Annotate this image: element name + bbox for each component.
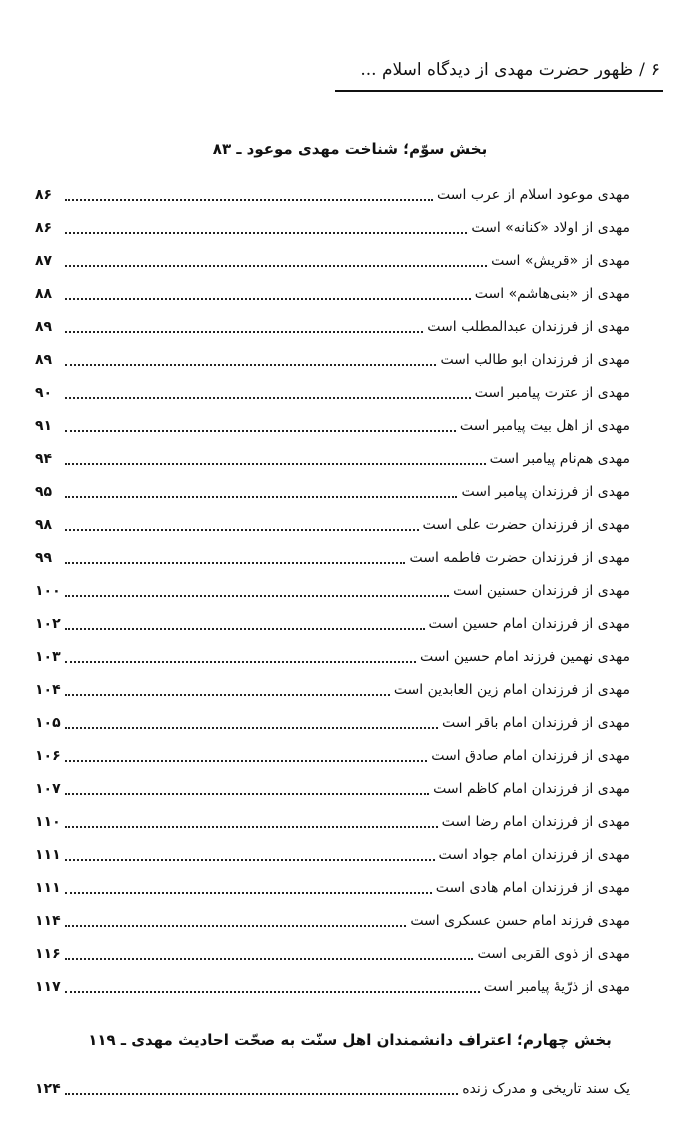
toc-entry-title: مهدی از فرزندان امام زین العابدین است <box>393 682 630 698</box>
toc-entry-title: مهدی موعود اسلام از عرب است <box>437 187 630 203</box>
toc-entry-title: مهدی از فرزندان امام هادی است <box>435 880 630 896</box>
section-heading-4: بخش چهارم؛ اعتراف دانشمندان اهل سنّت به صحّت احادیث مهدی ـ ۱۱۹ <box>88 1031 612 1049</box>
toc-entry-title: مهدی از فرزندان امام رضا است <box>441 814 630 830</box>
toc-entry-title: مهدی از فرزندان عبدالمطلب است <box>427 319 630 335</box>
toc-entry-page: ۸۸ <box>35 286 53 302</box>
toc-entry-title: مهدی نهمین فرزند امام حسین است <box>420 649 630 665</box>
toc-entry-title: مهدی از فرزندان امام حسین است <box>428 616 630 632</box>
toc-entry-page: ۱۰۲ <box>35 616 61 632</box>
toc-entry-page: ۱۱۰ <box>35 814 61 830</box>
toc-entry-title: مهدی از فرزندان امام جواد است <box>438 847 630 863</box>
header-book-title: ظهور حضرت مهدی از دیدگاه اسلام ... <box>360 60 634 80</box>
toc-entry-title: مهدی از «قریش» است <box>491 253 630 269</box>
toc-entry-page: ۱۱۱ <box>35 847 61 863</box>
toc-entry-page: ۹۵ <box>35 484 53 500</box>
toc-entry-page: ۱۰۳ <box>35 649 61 665</box>
header-separator: / <box>639 60 645 80</box>
toc-entry[interactable] <box>35 1077 630 1101</box>
toc-entry-title: مهدی از عترت پیامبر است <box>474 385 630 401</box>
toc-entry-page: ۱۱۱ <box>35 880 61 896</box>
toc-entry-title: مهدی از فرزندان امام صادق است <box>431 748 630 764</box>
section-heading-3: بخش سوّم؛ شناخت مهدی موعود ـ ۸۳ <box>212 140 488 158</box>
toc-entry-title: مهدی هم‌نام پیامبر است <box>489 451 630 467</box>
toc-entry-page: ۸۷ <box>35 253 53 269</box>
toc-entry-page: ۸۶ <box>35 187 53 203</box>
toc-entry-title: مهدی از فرزندان امام کاظم است <box>433 781 630 797</box>
toc-entry-title: مهدی از «بنی‌هاشم» است <box>474 286 630 302</box>
dot-leader <box>65 1093 458 1095</box>
toc-entry-title: مهدی فرزند امام حسن عسکری است <box>410 913 630 929</box>
toc-entry-page: ۹۹ <box>35 550 53 566</box>
header-page-number: ۶ <box>650 60 660 80</box>
toc-entry-page: ۸۹ <box>35 319 53 335</box>
toc-entry-page: ۹۰ <box>35 385 53 401</box>
toc-entry-page: ۱۰۰ <box>35 583 61 599</box>
toc-entry-title: مهدی از اهل بیت پیامبر است <box>459 418 630 434</box>
toc-entry-page: ۱۰۶ <box>35 748 61 764</box>
toc-entry-title: مهدی از فرزندان حضرت فاطمه است <box>409 550 630 566</box>
toc-entry-title: مهدی از فرزندان ابو طالب است <box>440 352 630 368</box>
toc-entry-title: مهدی از فرزندان پیامبر است <box>461 484 630 500</box>
toc-entry-page: ۹۱ <box>35 418 53 434</box>
toc-entry-title: مهدی از ذوی القربی است <box>477 946 630 962</box>
toc-entry-title: مهدی از فرزندان امام باقر است <box>441 715 630 731</box>
toc-entry-title: مهدی از ذرّیهٔ پیامبر است <box>483 979 630 995</box>
toc-entry-page: ۱۰۷ <box>35 781 61 797</box>
toc-entry-page: ۹۴ <box>35 451 53 467</box>
toc-entry-page: ۱۰۴ <box>35 682 61 698</box>
toc-entry-page: ۸۶ <box>35 220 53 236</box>
toc-entry-page: ۱۰۵ <box>35 715 61 731</box>
toc-entry-title: مهدی از اولاد «کنانه» است <box>471 220 630 236</box>
toc-entry-title: مهدی از فرزندان حضرت علی است <box>422 517 630 533</box>
toc-entry-page: ۱۱۶ <box>35 946 61 962</box>
toc-entry-page: ۹۸ <box>35 517 53 533</box>
toc-entry-title: مهدی از فرزندان حسنین است <box>453 583 630 599</box>
toc-entry-page: ۱۲۴ <box>35 1081 61 1097</box>
toc-entry-page: ۱۱۴ <box>35 913 61 929</box>
toc-entry-title: یک سند تاریخی و مدرک زنده <box>462 1081 630 1097</box>
toc-entry-page: ۱۱۷ <box>35 979 61 995</box>
toc-entry-page: ۸۹ <box>35 352 53 368</box>
